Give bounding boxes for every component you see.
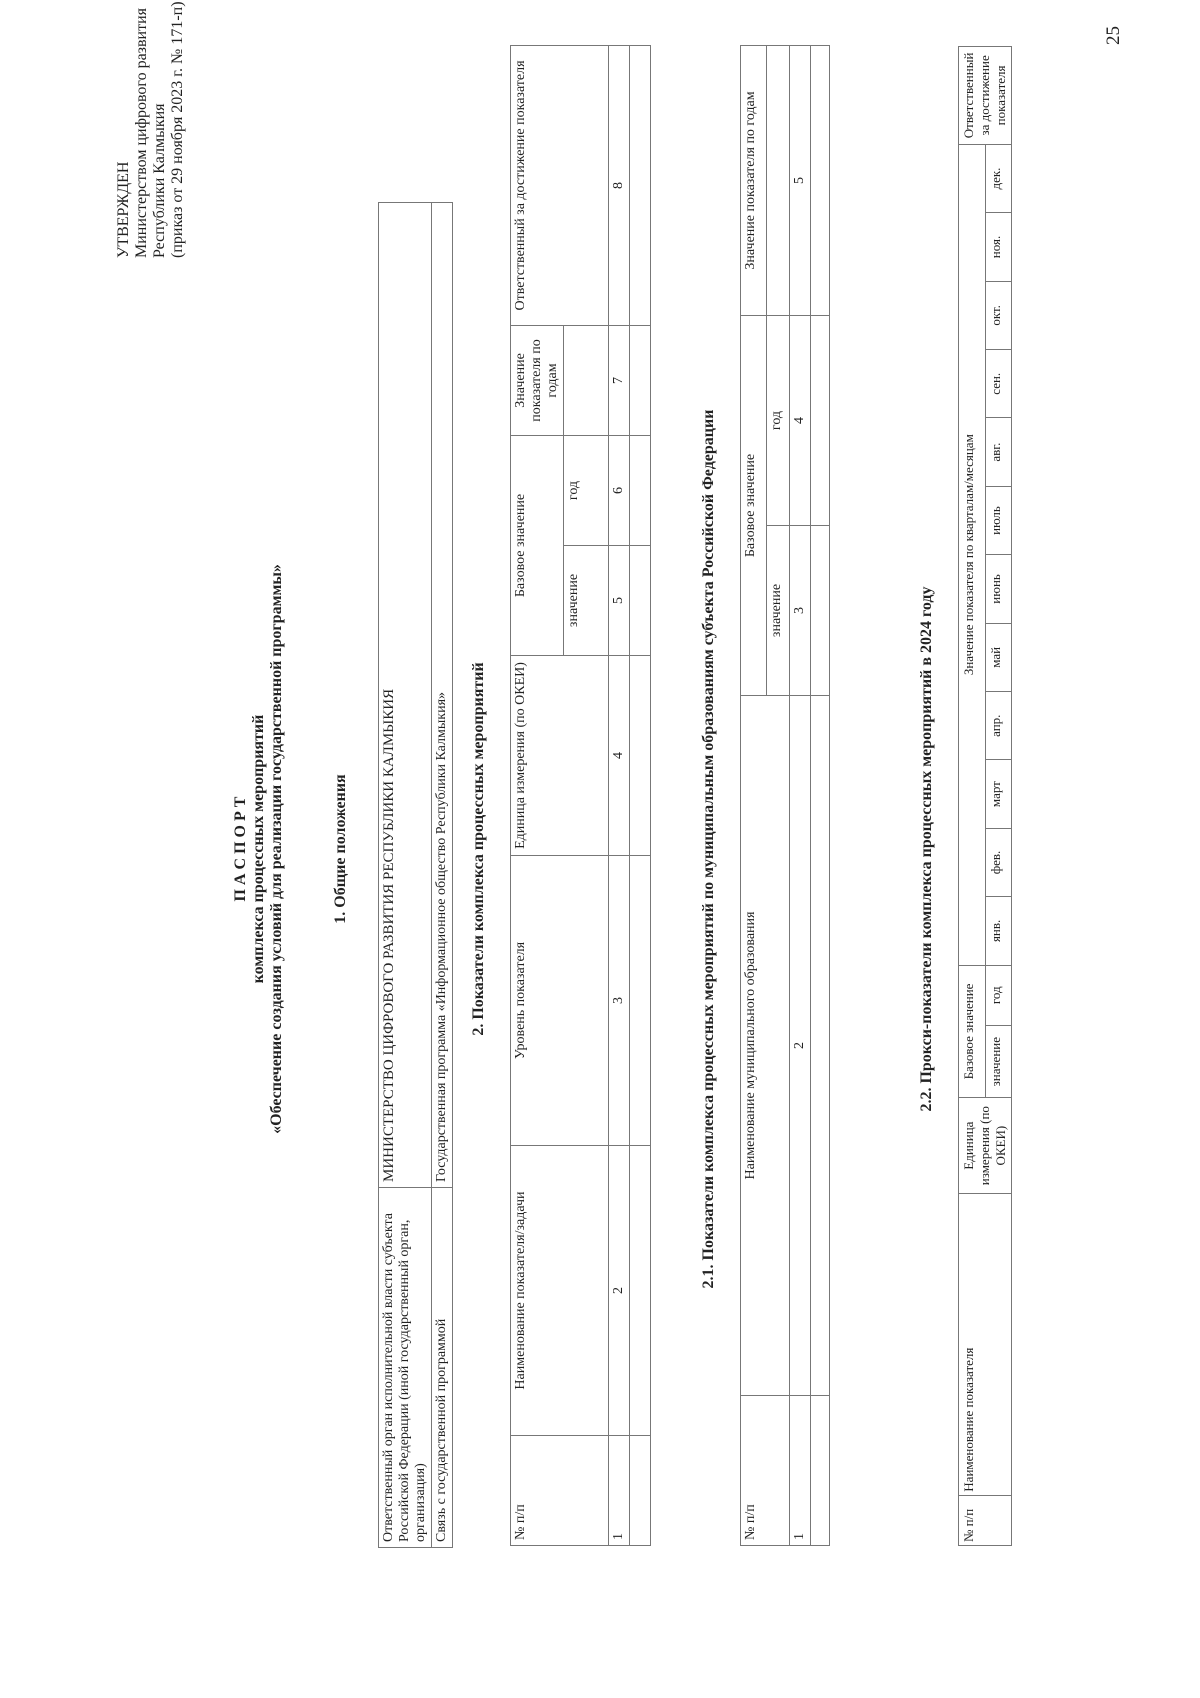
index-cell: 5 [790,45,811,315]
document-title [232,0,286,1698]
section-1-heading: 1. Общие положения [332,774,349,924]
col-unit: Единица измерения (по ОКЕИ) [959,1098,1012,1194]
general-info-label: Ответственный орган исполнительной власти субъекта Российской Федерации (иной государственный орган, организация) [379,1188,432,1548]
col-num: № п/п [741,1396,790,1546]
col-unit: Единица измерения (по ОКЕИ) [511,656,609,856]
approval-line-2: Министерством цифрового развития [133,7,150,258]
general-info-value: МИНИСТЕРСТВО ЦИФРОВОГО РАЗВИТИЯ РЕСПУБЛИКИ КАЛМЫКИЯ [379,203,432,1188]
section-2-heading: 2. Показатели комплекса процессных мероприятий [470,662,487,1036]
col-base-year: год [767,315,790,525]
index-cell: 8 [609,45,630,325]
empty-cell [811,45,830,315]
col-month: март [985,760,1012,828]
empty-cell [811,526,830,696]
general-info-value: Государственная программа «Информационное общество Республики Калмыкия» [432,203,453,1188]
table-row [432,203,453,1548]
empty-cell [630,656,651,856]
col-month: июнь [985,555,1012,623]
col-month: дек. [985,144,1012,213]
index-cell: 1 [790,1396,811,1546]
section-2-1-heading: 2.1. Показатели комплекса процессных мероприятий по муниципальным образованиям субъекта Российской Федерации [700,409,717,1289]
col-base: Базовое значение [511,435,564,655]
col-yearly: Значение показателя по годам [511,325,564,435]
col-base: Базовое значение [741,315,767,695]
col-month: сен. [985,350,1012,418]
title-line-3: «Обеспечение создания условий для реализации государственной программы» [268,564,285,1134]
col-yearly: Значение показателя по годам [741,45,767,315]
col-base-year: год [985,965,1012,1025]
col-base-value: значение [564,546,609,656]
title-line-2: комплекса процессных мероприятий [250,714,267,984]
col-yearly-empty [564,325,609,435]
col-base: Базовое значение [959,965,986,1098]
empty-cell [630,1146,651,1436]
municipal-indicators-table [740,45,830,1546]
col-month: фев. [985,828,1012,896]
table-row [609,45,630,1545]
col-month: апр. [985,692,1012,760]
index-cell: 7 [609,325,630,435]
col-month: июль [985,486,1012,554]
col-num: № п/п [959,1495,1012,1545]
col-month: авг. [985,418,1012,486]
col-month: янв. [985,897,1012,965]
section-2-2-heading: 2.2. Прокси-показатели комплекса процессных мероприятий в 2024 году [918,586,935,1112]
empty-cell [630,856,651,1146]
approval-stamp [115,1,187,258]
col-base-value: значение [985,1025,1012,1097]
approval-line-1: УТВЕРЖДЕН [115,161,132,258]
index-cell: 4 [790,315,811,525]
col-month: окт. [985,281,1012,349]
col-num: № п/п [511,1436,609,1546]
index-cell: 3 [609,856,630,1146]
table-row [379,203,432,1548]
empty-cell [630,325,651,435]
index-cell: 3 [790,526,811,696]
empty-cell [630,1436,651,1546]
col-name: Наименование показателя/задачи [511,1146,609,1436]
page-number: 25 [1103,26,1124,45]
col-base-value: значение [767,526,790,696]
col-month: ноя. [985,213,1012,281]
col-responsible: Ответственный за достижение показателя [959,47,1012,145]
table-header-row [511,45,564,1545]
empty-cell [811,315,830,525]
table-header-row [741,45,767,1545]
col-level: Уровень показателя [511,856,609,1146]
index-cell: 5 [609,546,630,656]
empty-cell [811,1396,830,1546]
approval-line-4: (приказ от 29 ноября 2023 г. № 171-п) [169,1,186,258]
table-row [790,45,811,1545]
index-cell: 1 [609,1436,630,1546]
table-row [811,45,830,1545]
general-info-label: Связь с государственной программой [432,1188,453,1548]
table-header-row [959,47,986,1546]
col-name: Наименование показателя [959,1193,1012,1495]
empty-cell [630,546,651,656]
title-line-1: П А С П О Р Т [232,796,249,902]
index-cell: 4 [609,656,630,856]
col-month: май [985,623,1012,691]
approval-line-3: Республики Калмыкия [151,103,168,258]
col-base-year: год [564,435,609,545]
index-cell: 6 [609,435,630,545]
col-yearly-empty [767,45,790,315]
col-municipality: Наименование муниципального образования [741,696,790,1396]
indicators-table [510,45,651,1546]
col-responsible: Ответственный за достижение показателя [511,45,609,325]
empty-cell [811,696,830,1396]
table-row [630,45,651,1545]
proxy-indicators-table [958,46,1012,1546]
general-info-table [378,202,453,1548]
empty-cell [630,45,651,325]
col-periods: Значение показателя по кварталам/месяцам [959,144,986,965]
index-cell: 2 [790,696,811,1396]
index-cell: 2 [609,1146,630,1436]
empty-cell [630,435,651,545]
